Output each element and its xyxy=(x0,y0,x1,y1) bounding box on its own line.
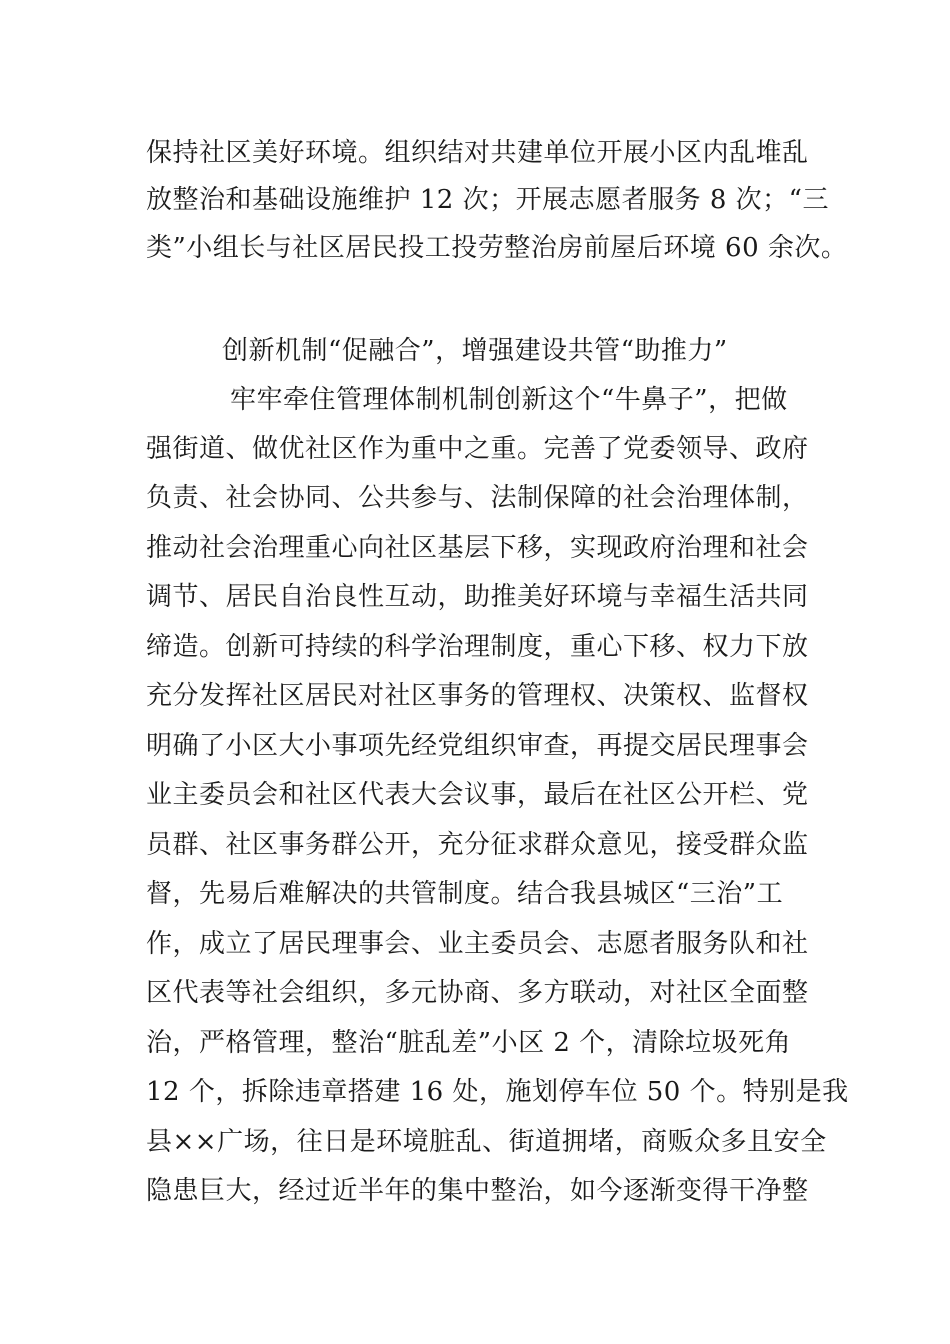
paragraph-2-line-13: 区代表等社会组织，多元协商、多方联动，对社区全面整 xyxy=(146,978,809,1008)
paragraph-2-line-14: 治，严格管理，整治“脏乱差”小区 2 个，清除垃圾死角 xyxy=(146,1028,792,1058)
paragraph-1-line-3: 类”小组长与社区居民投工投劳整治房前屋后环境 60 余次。 xyxy=(146,233,848,263)
paragraph-2-line-16: 县××广场，往日是环境脏乱、街道拥堵，商贩众多且安全 xyxy=(146,1127,827,1157)
paragraph-1-line-2: 放整治和基础设施维护 12 次；开展志愿者服务 8 次；“三 xyxy=(146,185,829,215)
paragraph-2-line-17: 隐患巨大，经过近半年的集中整治，如今逐渐变得干净整 xyxy=(146,1176,809,1206)
paragraph-2-line-1: 牢牢牵住管理体制机制创新这个“牛鼻子”，把做 xyxy=(230,385,788,415)
paragraph-2-line-15: 12 个，拆除违章搭建 16 处，施划停车位 50 个。特别是我 xyxy=(146,1077,849,1107)
paragraph-2-line-4: 推动社会治理重心向社区基层下移，实现政府治理和社会 xyxy=(146,533,809,563)
paragraph-2-line-9: 业主委员会和社区代表大会议事，最后在社区公开栏、党 xyxy=(146,780,809,810)
paragraph-2-line-2: 强街道、做优社区作为重中之重。完善了党委领导、政府 xyxy=(146,434,809,464)
paragraph-2-line-10: 员群、社区事务群公开，充分征求群众意见，接受群众监 xyxy=(146,830,809,860)
paragraph-2-line-12: 作，成立了居民理事会、业主委员会、志愿者服务队和社 xyxy=(146,929,809,959)
paragraph-2-line-7: 充分发挥社区居民对社区事务的管理权、决策权、监督权 xyxy=(146,681,809,711)
paragraph-1-line-1: 保持社区美好环境。组织结对共建单位开展小区内乱堆乱 xyxy=(146,138,809,168)
paragraph-2-line-6: 缔造。创新可持续的科学治理制度，重心下移、权力下放 xyxy=(146,632,809,662)
paragraph-2-line-8: 明确了小区大小事项先经党组织审查，再提交居民理事会 xyxy=(146,731,809,761)
paragraph-2-line-5: 调节、居民自治良性互动，助推美好环境与幸福生活共同 xyxy=(146,582,809,612)
section-heading: 创新机制“促融合”，增强建设共管“助推力” xyxy=(222,336,728,366)
paragraph-2-line-3: 负责、社会协同、公共参与、法制保障的社会治理体制， xyxy=(146,483,809,513)
paragraph-2-line-11: 督，先易后难解决的共管制度。结合我县城区“三治”工 xyxy=(146,879,784,909)
